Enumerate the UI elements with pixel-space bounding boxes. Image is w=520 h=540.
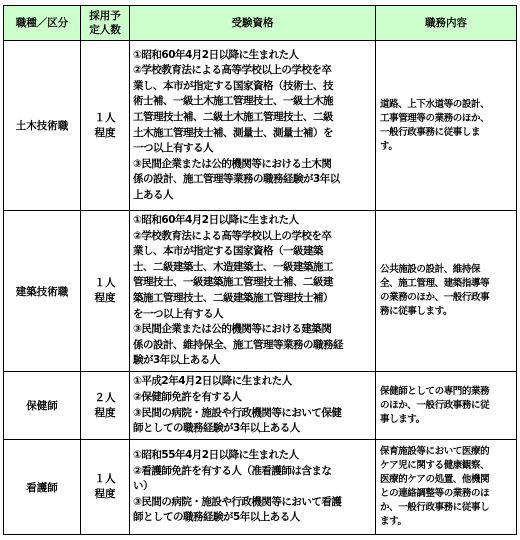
header-count: [81, 6, 130, 41]
qualification-line: 上ある人: [133, 188, 173, 201]
qualification-line: ②保健師免許を有する人: [133, 390, 242, 403]
category-cell: 建築技術職: [4, 211, 81, 372]
qualification-line: 師としての職務経験が5年以上ある人: [133, 511, 300, 524]
qualification-line: ③民間企業または公的機関等における土木関: [133, 157, 332, 170]
header-count-line2: 定人数: [89, 24, 121, 36]
count-suffix: 程度: [94, 292, 116, 304]
count-cell: [81, 211, 130, 372]
qualification-line: を一つ以上有する人: [133, 307, 223, 320]
duty-line: との連絡調整等の業務のほ: [380, 488, 490, 499]
count-suffix: 程度: [94, 406, 116, 419]
duty-line: のほか、一般行政事務に従: [380, 399, 490, 411]
duty-line: す。: [380, 140, 398, 152]
qualification-line: 係の設計、施工管理等業務の職務経験が3年以: [133, 173, 340, 186]
header-qualification: 受験資格: [130, 6, 376, 41]
qualification-line: 築施工管理技士、二級建築施工管理技士補）: [133, 292, 333, 304]
qualification-line: ③民間企業または公的機関等における建築関: [133, 323, 332, 336]
duty-line: 全、施工管理、建築指導等: [380, 278, 490, 289]
duties-cell: [376, 440, 517, 535]
count-cell: [81, 440, 130, 535]
duty-line: 医療的ケアの処置、他機関: [380, 474, 490, 485]
qualification-line: 業し、本市が指定する国家資格（一級建築: [133, 245, 323, 258]
table-row-civil: [4, 41, 517, 211]
category-cell: 看護師: [4, 440, 81, 535]
qualification-line: い）: [133, 480, 153, 493]
duties-cell: [376, 372, 517, 440]
duty-line: か、一般行政事務に従事し: [380, 502, 490, 513]
count-cell: [81, 372, 130, 440]
qualification-line: 工管理技士補、二級土木施工管理技士、二級: [133, 110, 333, 123]
qualification-line: ①昭和60年4月2日以降に生まれた人: [133, 214, 299, 227]
table-row-nurse: [4, 440, 517, 535]
header-count-line1: 採用予: [89, 10, 121, 22]
header-duties: 職務内容: [376, 6, 517, 41]
qualification-line: ①昭和55年4月2日以降に生まれた人: [133, 449, 299, 462]
qualification-line: ②学校教育法による高等学校以上の学校を卒: [133, 64, 332, 77]
count-number: １人: [94, 473, 116, 485]
duties-cell: [376, 211, 517, 372]
category-cell: 保健師: [4, 372, 81, 440]
duty-line: 保育施設等において医療的: [380, 446, 490, 457]
qualification-line: ②看護師免許を有する人（准看護師は含まな: [133, 464, 332, 477]
qualification-line: 係の設計、維持保全、施工管理等業務の職務経: [133, 338, 343, 351]
duty-line: 保健師としての専門的業務: [380, 385, 490, 397]
qualification-line: 術士補、一級土木施工管理技士、一級土木施: [133, 95, 333, 108]
qualification-line: 士、二級建築士、木造建築士、一級建築施工: [133, 260, 333, 273]
qualification-line: 師としての職務経験が3年以上ある人: [133, 422, 300, 435]
qualification-cell: [130, 440, 376, 535]
qualification-cell: [130, 211, 376, 372]
recruitment-table: [3, 5, 517, 535]
count-number: ２人: [94, 391, 116, 404]
qualification-line: ③民間の病院・施設や行政機関等において保健: [133, 406, 342, 419]
duty-line: 公共施設の設計、維持保: [380, 264, 481, 275]
qualification-line: 管理技士、一級建築施工管理技士補、二級建: [133, 276, 333, 289]
qualification-cell: [130, 41, 376, 211]
count-suffix: 程度: [94, 488, 116, 500]
duties-cell: [376, 41, 517, 211]
qualification-line: 験が3年以上ある人: [133, 354, 220, 367]
duty-line: の業務のほか、一般行政事: [380, 292, 490, 303]
qualification-cell: [130, 372, 376, 440]
qualification-line: 一つ以上有する人: [133, 142, 213, 155]
table-row-public-health-nurse: [4, 372, 517, 440]
header-row: [4, 6, 517, 41]
qualification-line: ②学校教育法による高等学校以上の学校を卒: [133, 229, 332, 242]
table-row-architecture: [4, 211, 517, 372]
qualification-line: 業し、本市が指定する国家資格（技術士、技: [133, 79, 333, 92]
count-number: １人: [94, 277, 116, 289]
count-cell: [81, 41, 130, 211]
count-suffix: 程度: [94, 126, 116, 139]
duty-line: 一般行政事務に従事しま: [380, 126, 481, 138]
duty-line: ます。: [380, 516, 407, 527]
category-cell: 土木技術職: [4, 41, 81, 211]
qualification-line: ①昭和60年4月2日以降に生まれた人: [133, 48, 299, 61]
recruitment-table-sheet: [3, 5, 516, 535]
count-number: １人: [94, 111, 116, 124]
duty-line: ケア児に関する健康観察、: [380, 460, 490, 471]
duty-line: 道路、上下水道等の設計、: [380, 98, 490, 110]
duty-line: 工事管理等の業務のほか、: [380, 112, 490, 124]
qualification-line: 土木施工管理技士補、測量士、測量士補）を: [133, 126, 333, 139]
duty-line: 事します。: [380, 413, 425, 425]
qualification-line: ①平成2年4月2日以降に生まれた人: [133, 375, 292, 388]
qualification-line: ③民間の病院・施設や行政機関等において看護: [133, 495, 342, 508]
duty-line: 務に従事します。: [380, 306, 453, 317]
header-category: 職種／区分: [4, 6, 81, 41]
